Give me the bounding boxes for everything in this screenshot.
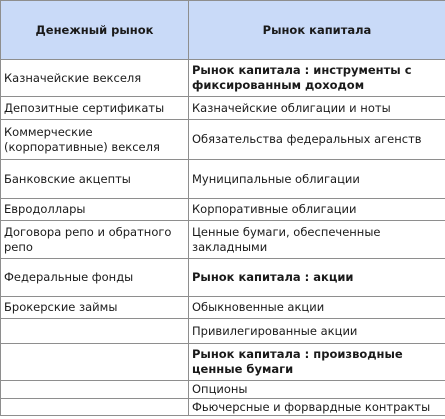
table-row — [1, 199, 445, 221]
header-capital-market: Рынок капитала — [189, 1, 445, 60]
money-market-cell: Банковские акцепты — [1, 160, 189, 199]
money-market-cell — [1, 381, 189, 399]
money-market-cell: Казначейские векселя — [1, 60, 189, 97]
table-row — [1, 221, 445, 259]
capital-market-section-cell: Рынок капитала : акции — [189, 259, 445, 297]
money-market-cell: Договора репо и обратного репо — [1, 221, 189, 259]
money-market-cell: Федеральные фонды — [1, 259, 189, 297]
table-row — [1, 319, 445, 344]
capital-market-cell: Привилегированные акции — [189, 319, 445, 344]
capital-market-section-cell: Рынок капитала : производные ценные бумаги — [189, 344, 445, 381]
capital-market-cell: Опционы — [189, 381, 445, 399]
table-header-row — [1, 1, 445, 60]
table-row — [1, 381, 445, 399]
table-row — [1, 344, 445, 381]
table-row — [1, 399, 445, 416]
table-row — [1, 60, 445, 97]
table-row — [1, 97, 445, 120]
header-money-market: Денежный рынок — [1, 1, 189, 60]
capital-market-section-cell: Рынок капитала : инструменты с фиксированным доходом — [189, 60, 445, 97]
money-market-cell: Брокерские займы — [1, 297, 189, 319]
money-market-cell: Коммерческие (корпоративные) векселя — [1, 120, 189, 160]
table-row — [1, 120, 445, 160]
table-row — [1, 259, 445, 297]
capital-market-cell: Обязательства федеральных агенств — [189, 120, 445, 160]
capital-market-cell: Фьючерсные и форвардные контракты — [189, 399, 445, 416]
money-market-cell — [1, 319, 189, 344]
table-row — [1, 297, 445, 319]
capital-market-cell: Корпоративные облигации — [189, 199, 445, 221]
table-row — [1, 160, 445, 199]
money-market-cell — [1, 399, 189, 416]
money-market-cell: Евродоллары — [1, 199, 189, 221]
money-market-cell: Депозитные сертификаты — [1, 97, 189, 120]
capital-market-cell: Ценные бумаги, обеспеченные закладными — [189, 221, 445, 259]
capital-market-cell: Обыкновенные акции — [189, 297, 445, 319]
money-market-cell — [1, 344, 189, 381]
capital-market-cell: Муниципальные облигации — [189, 160, 445, 199]
capital-market-cell: Казначейские облигации и ноты — [189, 97, 445, 120]
